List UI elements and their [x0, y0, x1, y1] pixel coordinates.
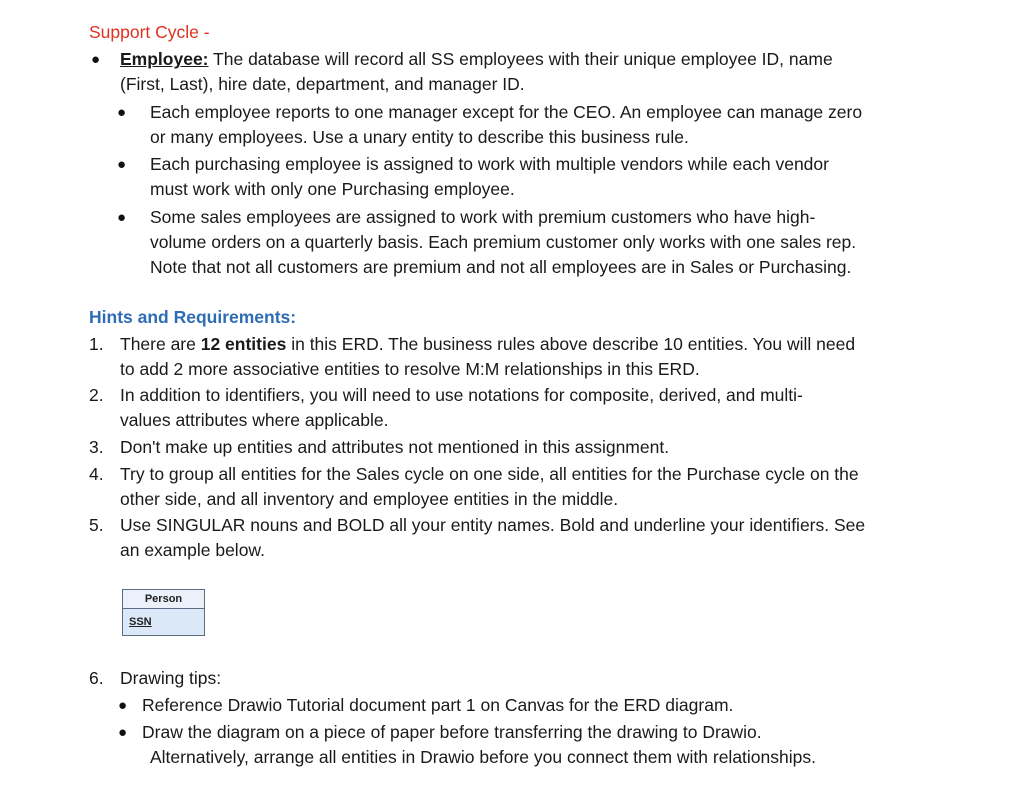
- hints-heading: Hints and Requirements:: [89, 307, 297, 327]
- list-number: 6.: [89, 668, 104, 688]
- rule-2-line-2: must work with only one Purchasing employee.: [150, 179, 515, 199]
- list-number: 5.: [89, 515, 104, 535]
- hint-4-line-2: other side, and all inventory and employee entities in the middle.: [120, 489, 619, 509]
- rule-3-line-1: Some sales employees are assigned to work with premium customers who have high-: [150, 207, 816, 227]
- employee-line-1: [120, 47, 833, 72]
- bullet-icon: ●: [118, 697, 128, 714]
- hint-1-line-2: to add 2 more associative entities to resolve M:M relationships in this ERD.: [120, 359, 700, 379]
- hint-2-line-1: In addition to identifiers, you will need to use notations for composite, derived, and multi-: [120, 385, 803, 405]
- example-entity-box: [122, 589, 205, 636]
- tip-2-line-2: Alternatively, arrange all entities in Drawio before you connect them with relationships.: [150, 747, 816, 767]
- hint-1-post: in this ERD. The business rules above describe 10 entities. You will need: [286, 334, 856, 354]
- rule-1-line-1: Each employee reports to one manager except for the CEO. An employee can manage zero: [150, 102, 863, 122]
- hint-1-pre: There are: [120, 334, 201, 354]
- hint-4-line-1: Try to group all entities for the Sales cycle on one side, all entities for the Purchase cycle on the: [120, 464, 859, 484]
- list-number: 4.: [89, 464, 104, 484]
- hint-3-line-1: Don't make up entities and attributes not mentioned in this assignment.: [120, 437, 670, 457]
- hint-5-line-1: Use SINGULAR nouns and BOLD all your entity names. Bold and underline your identifiers. See: [120, 515, 866, 535]
- list-number: 2.: [89, 385, 104, 405]
- bullet-icon: ●: [117, 209, 127, 226]
- entity-identifier: SSN: [129, 616, 152, 628]
- rule-3-line-3: Note that not all customers are premium and not all employees are in Sales or Purchasing.: [150, 257, 852, 277]
- bullet-icon: ●: [118, 724, 128, 741]
- hint-1-bold: 12 entities: [200, 334, 287, 354]
- hint-5-line-2: an example below.: [120, 540, 265, 560]
- tip-1-line-1: Reference Drawio Tutorial document part 1 on Canvas for the ERD diagram.: [142, 695, 734, 715]
- bullet-icon: ●: [91, 51, 101, 68]
- rule-2-line-1: Each purchasing employee is assigned to work with multiple vendors while each vendor: [150, 154, 829, 174]
- rule-3-line-2: volume orders on a quarterly basis. Each premium customer only works with one sales rep.: [150, 232, 857, 252]
- tip-2-line-1: Draw the diagram on a piece of paper before transferring the drawing to Drawio.: [142, 722, 762, 742]
- hint-1-line-1: [120, 332, 855, 357]
- bullet-icon: ●: [117, 104, 127, 121]
- list-number: 1.: [89, 334, 104, 354]
- drawing-tips-title: Drawing tips:: [120, 668, 222, 688]
- support-cycle-heading: Support Cycle -: [89, 22, 210, 42]
- employee-label: Employee:: [120, 49, 209, 69]
- bullet-icon: ●: [117, 156, 127, 173]
- rule-1-line-2: or many employees. Use a unary entity to describe this business rule.: [150, 127, 689, 147]
- list-number: 3.: [89, 437, 104, 457]
- hint-2-line-2: values attributes where applicable.: [120, 410, 389, 430]
- employee-text: The database will record all SS employees with their unique employee ID, name: [208, 49, 833, 69]
- entity-name: Person: [123, 590, 204, 609]
- employee-line-2: (First, Last), hire date, department, and manager ID.: [120, 74, 525, 94]
